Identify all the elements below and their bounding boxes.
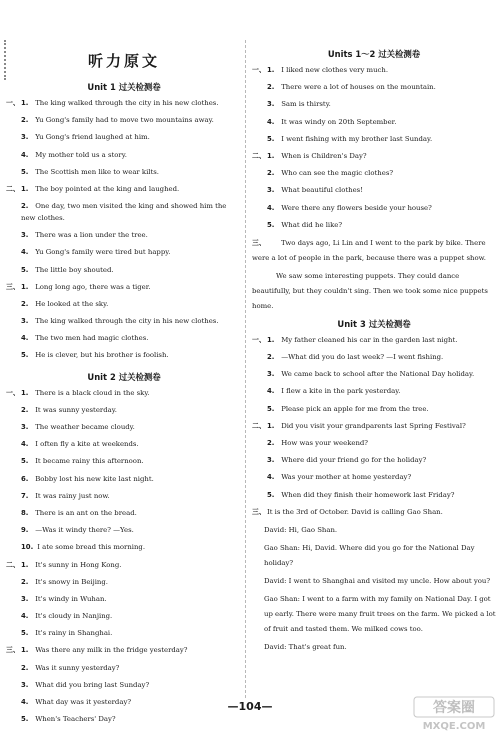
item-text: I often fly a kite at weekends.: [35, 440, 139, 449]
item-text: Was it sunny yesterday?: [35, 663, 120, 672]
unit2-title: Unit 2 过关检测卷: [87, 371, 161, 382]
item-text: It became rainy this afternoon.: [35, 457, 144, 466]
unit2-section-1: 一、1. There is a black cloud in the sky. 2. It was sunny yesterday. 3. The weather became cloudy. 4. I often fly a kite at weekends. 5. It became rainy this afternoon. 6. Bobby lost his new kite last night. 7. It was rainy just now. 8. There is an ant on the bread. 9. —Was it windy there? —Yes. 10. I ate some bread this morning.: [6, 388, 154, 552]
watermark-logo: [412, 695, 496, 733]
page-title: 听力原文: [87, 52, 160, 70]
item-text: There is an ant on the bread.: [35, 508, 137, 517]
speaker: Gao Shan:: [264, 594, 300, 603]
unit1-section-2: 二、1. The boy pointed at the king and laughed. 2. One day, two men visited the king and showed him the new clothes. 3. There was a lion under the tree. 4. Yu Gong's family were tired but happy. 5. The little boy shouted.: [6, 184, 227, 274]
item-text: There was a lion under the tree.: [35, 231, 148, 240]
item-text: Where did your friend go for the holiday?: [281, 456, 427, 465]
item-text: Yu Gong's friend laughed at him.: [35, 133, 150, 142]
item-text: What beautiful clothes!: [281, 186, 363, 195]
item-text: Yu Gong's family were tired but happy.: [35, 248, 171, 257]
item-text: It was windy on 20th September.: [281, 117, 397, 126]
item-text: It's snowy in Beijing.: [35, 577, 108, 586]
right-column: [252, 42, 496, 658]
item-text: He is clever, but his brother is foolish.: [35, 351, 169, 360]
item-text: The boy pointed at the king and laughed.: [35, 184, 180, 193]
item-text: When is Children's Day?: [281, 151, 367, 160]
item-text: It was sunny yesterday.: [35, 405, 117, 414]
item-text: I liked new clothes very much.: [281, 66, 389, 74]
item-text: The king walked through the city in his new clothes.: [35, 99, 219, 107]
item-text: It's rainy in Shanghai.: [35, 629, 113, 638]
item-text: Who can see the magic clothes?: [281, 169, 394, 178]
unit2-section-2: 二、1. It's sunny in Hong Kong. 2. It's snowy in Beijing. 3. It's windy in Wuhan. 4. It's cloudy in Nanjing. 5. It's rainy in Shanghai.: [6, 560, 122, 638]
item-text: The Scottish men like to wear kilts.: [35, 167, 159, 176]
unit3-title: Unit 3 过关检测卷: [337, 318, 411, 329]
item-text: It was rainy just now.: [35, 491, 110, 500]
item-text: Was your mother at home yesterday?: [281, 473, 412, 482]
unit3-section-1: 一、1. My father cleaned his car in the garden last night. 2. —What did you do last week? —I went fishing. 3. We came back to school after the National Day holiday. 4. I flew a kite in the park yesterday. 5. Please pick an apple for me from the tree.: [252, 335, 475, 413]
item-text: It's cloudy in Nanjing.: [35, 612, 113, 621]
left-column: [6, 42, 242, 730]
dialogue-line: David: Hi, Gao Shan.: [264, 525, 338, 534]
item-text: Long long ago, there was a tiger.: [35, 282, 151, 291]
item-text: My mother told us a story.: [35, 150, 127, 159]
item-text: When did they finish their homework last Friday?: [281, 490, 455, 499]
dialogue-line: Gao Shan: I went to a farm with my family on National Day. I got up early. There were many fruit trees on the farm. We picked a lot of fruit and tasted them. We milked cows too.: [264, 594, 496, 633]
unit1-title: Unit 1 过关检测卷: [87, 82, 161, 92]
item-text: The weather became cloudy.: [35, 423, 135, 431]
speaker: David:: [264, 642, 287, 651]
item-text: We came back to school after the National Day holiday.: [281, 370, 475, 379]
item-text: There were a lot of houses on the mountain.: [281, 83, 436, 92]
unit3-section-3: 三、It is the 3rd of October. David is calling Gao Shan. David: Hi, Gao Shan. Gao Shan: Hi, David. Where did you go for the National Day holiday? David: I went to Shanghai and visited my uncle. How about you? Gao Shan: I went to a farm with my family on National Day. I got up early. There were many fruit trees on the farm. We picked a lot of fruit and tasted them. We milked cows too. David: That's great fun.: [252, 506, 496, 655]
item-text: Was there any milk in the fridge yesterday?: [35, 646, 188, 655]
units12-section-3: 三、 Two days ago, Li Lin and I went to the park by bike. There were a lot of people in the park, because there was a puppet show. We saw some interesting puppets. They could dance beautifully, but they couldn't sing. Then we took some nice puppets home.: [252, 238, 488, 310]
units12-section-2: 二、1. When is Children's Day? 2. Who can see the magic clothes? 3. What beautiful clothes! 4. Were there any flowers beside your house? 5. What did he like?: [252, 151, 432, 229]
item-text: Bobby lost his new kite last night.: [35, 474, 154, 483]
svg-text:MXQE.COM: MXQE.COM: [422, 721, 486, 732]
item-text: I flew a kite in the park yesterday.: [281, 387, 401, 396]
passage-paragraph-1: Two days ago, Li Lin and I went to the park by bike. There were a lot of people in the park, because there was a puppet show.: [252, 238, 486, 262]
item-text: I went fishing with my brother last Sunday.: [281, 134, 433, 143]
units12-section-1: 一、1. I liked new clothes very much. 2. There were a lot of houses on the mountain. 3. Sam is thirsty. 4. It was windy on 20th September. 5. I went fishing with my brother last Sunday.: [252, 66, 436, 143]
item-text: There is a black cloud in the sky.: [35, 388, 150, 397]
column-divider: [245, 40, 246, 698]
dialogue-line: David: I went to Shanghai and visited my uncle. How about you?: [264, 576, 491, 585]
unit1-section-3: 三、1. Long long ago, there was a tiger. 2. He looked at the sky. 3. The king walked through the city in his new clothes. 4. The two men had magic clothes. 5. He is clever, but his brother is foolish.: [6, 282, 219, 360]
item-text: Were there any flowers beside your house?: [281, 203, 432, 212]
item-text: The two men had magic clothes.: [35, 334, 149, 343]
speaker: David:: [264, 525, 287, 534]
item-text: The king walked through the city in his new clothes.: [35, 317, 219, 326]
speaker: Gao Shan:: [264, 543, 300, 552]
item-text: What did you bring last Sunday?: [35, 680, 150, 689]
item-text: Sam is thirsty.: [281, 100, 331, 109]
item-text: It's windy in Wuhan.: [35, 594, 107, 603]
item-text: The little boy shouted.: [35, 265, 114, 274]
item-text: It's sunny in Hong Kong.: [35, 560, 122, 569]
item-text: Please pick an apple for me from the tree.: [281, 404, 429, 413]
unit3-section-2: 二、1. Did you visit your grandparents last Spring Festival? 2. How was your weekend? 3. Where did your friend go for the holiday? 4. Was your mother at home yesterday? 5. When did they finish their homework last Friday?: [252, 421, 466, 499]
unit1-section-1: 一、1. The king walked through the city in his new clothes. 2. Yu Gong's family had to move two mountains away. 3. Yu Gong's friend laughed at him. 4. My mother told us a story. 5. The Scottish men like to wear kilts.: [6, 99, 219, 176]
svg-text:答案圈: 答案圈: [433, 700, 475, 716]
item-text: My father cleaned his car in the garden last night.: [281, 335, 458, 344]
item-text: He looked at the sky.: [35, 299, 109, 308]
item-text: Yu Gong's family had to move two mountains away.: [35, 116, 214, 125]
item-text: —What did you do last week? —I went fishing.: [281, 353, 444, 362]
passage-paragraph-2: We saw some interesting puppets. They could dance beautifully, but they couldn't sing. Then we took some nice puppets home.: [252, 271, 488, 310]
speaker: David:: [264, 576, 287, 585]
dialogue-line: Gao Shan: Hi, David. Where did you go for the National Day holiday?: [264, 543, 475, 567]
item-text: —Was it windy there? —Yes.: [35, 526, 134, 535]
item-text: What did he like?: [281, 220, 343, 229]
item-text: What day was it yesterday?: [35, 698, 132, 706]
item-text: I ate some bread this morning.: [37, 543, 146, 552]
item-text: When's Teachers' Day?: [35, 715, 116, 724]
item-text: How was your weekend?: [281, 439, 368, 447]
dialogue-intro: It is the 3rd of October. David is calling Gao Shan.: [267, 507, 443, 516]
dialogue-line: David: That's great fun.: [264, 642, 347, 651]
item-text: Did you visit your grandparents last Spring Festival?: [281, 421, 466, 430]
unit2-section-3: 三、1. Was there any milk in the fridge yesterday? 2. Was it sunny yesterday? 3. What did you bring last Sunday? 4. What day was it yesterday? 5. When's Teachers' Day?: [6, 646, 188, 724]
units12-title: Units 1～2 过关检测卷: [327, 49, 421, 59]
item-text: One day, two men visited the king and showed him the new clothes.: [21, 202, 227, 223]
page-number: —104—: [227, 700, 273, 713]
